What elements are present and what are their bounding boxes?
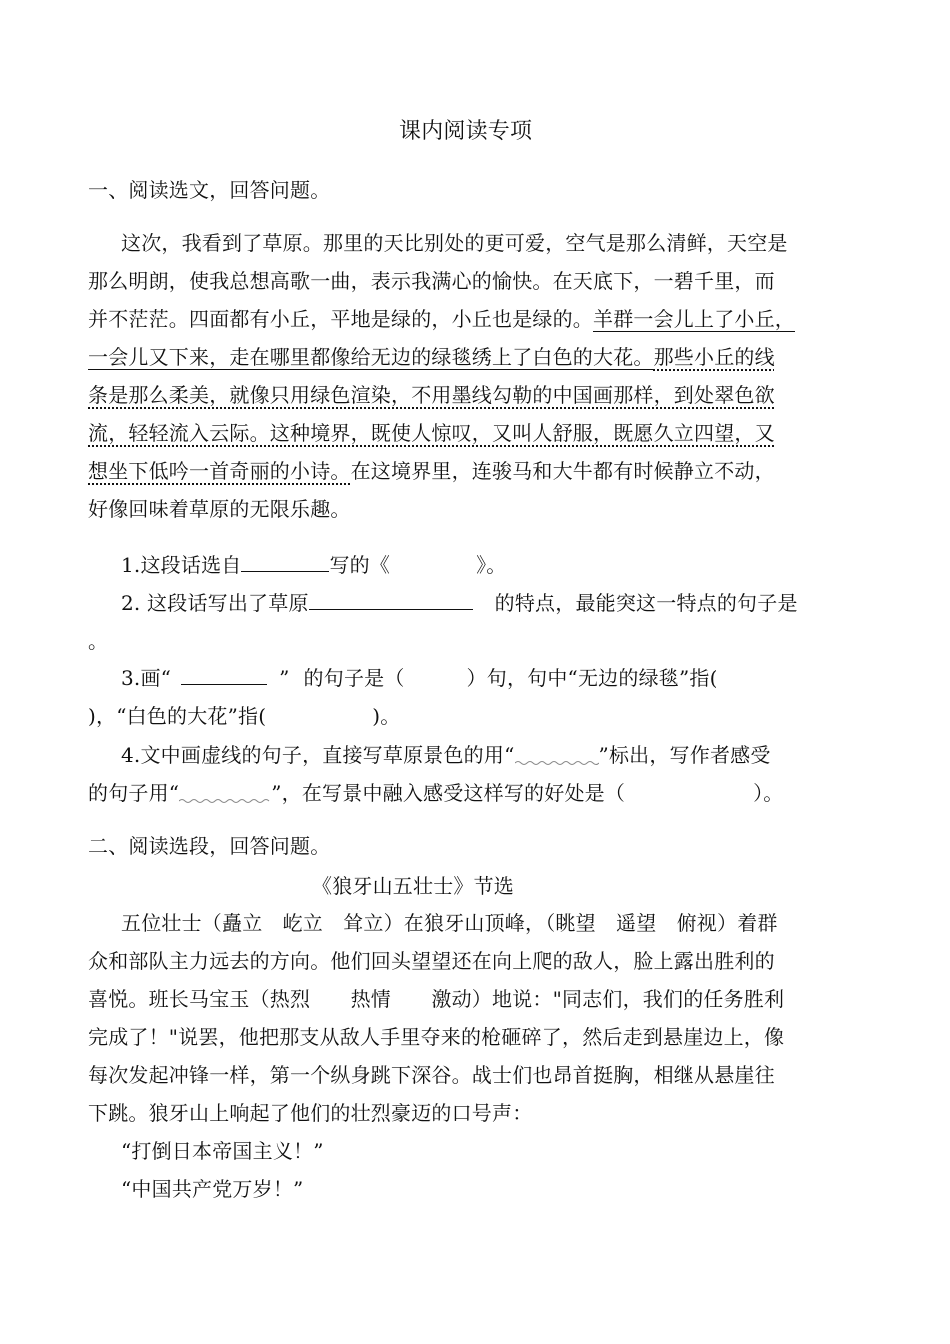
excerpt-line-5: 每次发起冲锋一样，第一个纵身跳下深谷。战士们也昂首挺胸，相继从悬崖往 [88,1063,775,1087]
question-4-cont [88,779,783,807]
passage-line-2: 那么明朗，使我总想高歌一曲，表示我满心的愉快。在天底下，一碧千里，而 [88,269,775,293]
solid-underlined-sentence-end: 一会儿又下来，走在哪里都像给无边的绿毯绣上了白色的大花。 [88,345,654,369]
question-2-text: 2. 这段话写出了草原 [121,591,309,615]
excerpt-line-4: 完成了！"说罢，他把那支从敌人手里夺来的枪砸碎了，然后走到悬崖边上，像 [88,1025,785,1049]
question-1-text: 》。 [476,553,507,577]
passage-line-1: 这次，我看到了草原。那里的天比别处的更可爱，空气是那么清鲜，天空是 [121,231,788,255]
question-2 [121,589,798,617]
question-3-text: ）句，句中“无边的绿毯”指( [466,666,718,690]
author-blank[interactable] [241,551,329,572]
question-3-text: )。 [372,704,401,728]
question-4-text: ”，在写景中融入感受这样写的好处是（ [271,781,626,805]
question-3-text: 3.画“ [121,666,172,690]
question-3-text: 的句子是（ [303,666,405,690]
question-1-text: 写的《 [329,553,391,577]
question-4 [121,741,771,769]
slogan-1: “打倒日本帝国主义！” [121,1139,324,1163]
excerpt-line-3: 喜悦。班长马宝玉（热烈 热情 激动）地说："同志们，我们的任务胜利 [88,987,785,1011]
question-2-end: 。 [88,629,109,653]
excerpt-line-2: 众和部队主力远去的方向。他们回头望望还在向上爬的敌人，脸上露出胜利的 [88,949,775,973]
question-3-text: ” [279,666,290,690]
question-3 [121,664,718,692]
passage-line-4 [88,343,775,371]
passage-line-6 [88,419,775,447]
question-4-text: 的句子用“ [88,781,180,805]
feature-blank[interactable] [309,589,473,610]
underline-sample [181,664,267,685]
passage-line-7-text: 在这境界里，连骏马和大牛都有时候静立不动， [350,459,775,483]
passage-line-7 [88,457,775,485]
wavy-line-sample [179,780,271,800]
question-3-text: )，“白色的大花”指( [88,704,267,728]
passage-line-3 [88,305,795,333]
section1-heading: 一、阅读选文，回答问题。 [88,178,331,202]
excerpt-line-1: 五位壮士（矗立 屹立 耸立）在狼牙山顶峰，（眺望 遥望 俯视）着群 [121,911,778,935]
section2-heading: 二、阅读选段，回答问题。 [88,834,331,858]
dotted-underlined-text: 流，轻轻流入云际。这种境界，既使人惊叹，又叫人舒服，既愿久立四望，又 [88,421,775,445]
page-title: 课内阅读专项 [399,119,533,144]
solid-underlined-sentence: 羊群一会儿上了小丘， [593,307,795,331]
excerpt-title: 《狼牙山五壮士》节选 [312,874,514,898]
question-4-text: ）。 [753,781,784,805]
passage-line-8: 好像回味着草原的无限乐趣。 [88,497,351,521]
dotted-underlined-sentence: 那些小丘的线 [653,345,775,369]
passage-line-3-text: 并不茫茫。四面都有小丘，平地是绿的，小丘也是绿的。 [88,307,593,331]
question-2-text: 的特点，最能突这一特点的句子是 [494,591,798,615]
question-4-text: ”标出，写作者感受 [598,743,771,767]
excerpt-line-6: 下跳。狼牙山上响起了他们的壮烈豪迈的口号声： [88,1101,533,1125]
question-4-text: 4.文中画虚线的句子，直接写草原景色的用“ [121,743,515,767]
question-1 [121,551,507,579]
dotted-underlined-text: 条是那么柔美，就像只用绿色渲染，不用墨线勾勒的中国画那样，到处翠色欲 [88,383,775,407]
wavy-line-sample [515,742,599,762]
slogan-2: “中国共产党万岁！” [121,1177,304,1201]
question-3-cont [88,702,400,730]
dotted-underlined-text: 想坐下低吟一首奇丽的小诗。 [88,459,351,483]
passage-line-5 [88,381,775,409]
question-1-text: 1.这段话选自 [121,553,242,577]
